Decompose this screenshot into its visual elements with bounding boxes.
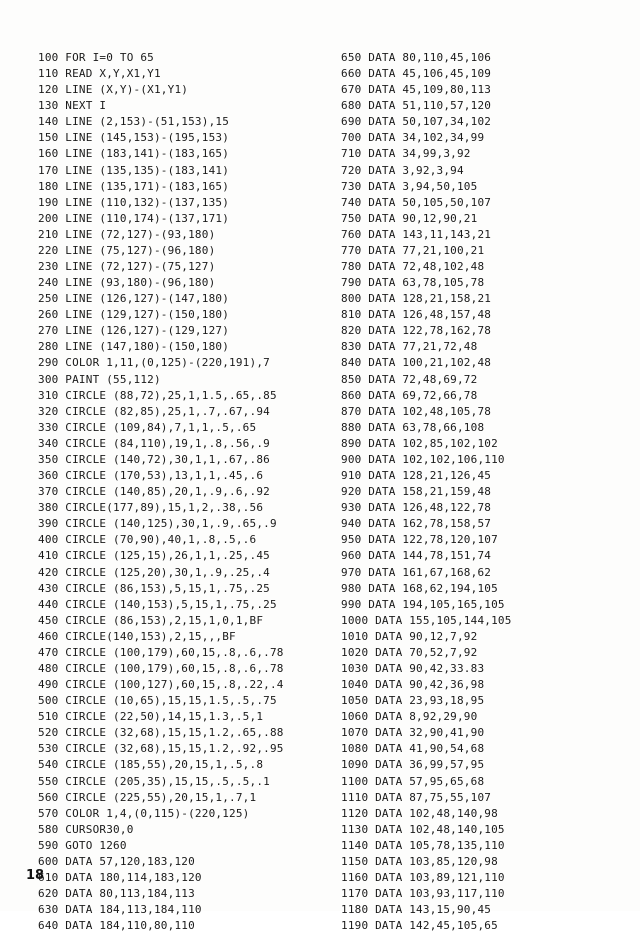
code-line: 920 DATA 158,21,159,48 [341,485,492,499]
code-line: 480 CIRCLE (100,179),60,15,.8,.6,.78 [38,661,284,675]
code-line: 980 DATA 168,62,194,105 [341,581,498,595]
code-line: 200 LINE (110,174)-(137,171) [38,211,230,225]
code-line: 660 DATA 45,106,45,109 [341,67,492,81]
code-line: 930 DATA 126,48,122,78 [341,501,492,515]
code-line: 1130 DATA 102,48,140,105 [341,822,505,836]
code-line: 120 LINE (X,Y)-(X1,Y1) [38,83,189,97]
code-line: 110 READ X,Y,X1,Y1 [38,67,161,81]
code-line: 640 DATA 184,110,80,110 [38,919,195,933]
page-number: 18 [26,868,45,883]
code-line: 1120 DATA 102,48,140,98 [341,806,498,820]
code-line: 740 DATA 50,105,50,107 [341,195,492,209]
code-line: 1150 DATA 103,85,120,98 [341,854,498,868]
code-line: 1080 DATA 41,90,54,68 [341,742,485,756]
code-line: 960 DATA 144,78,151,74 [341,549,492,563]
code-line: 360 CIRCLE (170,53),13,1,1,.45,.6 [38,469,264,483]
code-line: 230 LINE (72,127)-(75,127) [38,260,216,274]
code-line: 580 CURSOR30,0 [38,822,134,836]
code-line: 970 DATA 161,67,168,62 [341,565,492,579]
code-line: 420 CIRCLE (125,20),30,1,.9,.25,.4 [38,565,270,579]
code-line: 860 DATA 69,72,66,78 [341,388,478,402]
code-line: 610 DATA 180,114,183,120 [38,870,202,884]
code-line: 1010 DATA 90,12,7,92 [341,629,478,643]
code-line: 320 CIRCLE (82,85),25,1,.7,.67,.94 [38,404,270,418]
code-line: 520 CIRCLE (32,68),15,15,1.2,.65,.88 [38,726,284,740]
code-line: 780 DATA 72,48,102,48 [341,260,485,274]
code-line: 990 DATA 194,105,165,105 [341,597,505,611]
code-line: 150 LINE (145,153)-(195,153) [38,131,230,145]
code-line: 540 CIRCLE (185,55),20,15,1,.5,.8 [38,758,264,772]
code-line: 370 CIRCLE (140,85),20,1,.9,.6,.92 [38,485,270,499]
code-line: 220 LINE (75,127)-(96,180) [38,243,216,257]
code-line: 880 DATA 63,78,66,108 [341,420,485,434]
code-line: 1000 DATA 155,105,144,105 [341,613,512,627]
code-line: 550 CIRCLE (205,35),15,15,.5,.5,.1 [38,774,270,788]
code-line: 1070 DATA 32,90,41,90 [341,726,485,740]
code-line: 470 CIRCLE (100,179),60,15,.8,.6,.78 [38,645,284,659]
code-line: 340 CIRCLE (84,110),19,1,.8,.56,.9 [38,436,270,450]
code-line: 100 FOR I=0 TO 65 [38,51,154,64]
code-line: 1170 DATA 103,93,117,110 [341,887,505,901]
code-line: 510 CIRCLE (22,50),14,15,1.3,.5,1 [38,710,264,724]
code-line: 900 DATA 102,102,106,110 [341,452,505,466]
code-line: 290 COLOR 1,11,(0,125)-(220,191),7 [38,356,270,370]
code-line: 190 LINE (110,132)-(137,135) [38,195,230,209]
code-line: 1190 DATA 142,45,105,65 [341,919,498,933]
code-line: 1160 DATA 103,89,121,110 [341,870,505,884]
code-line: 1020 DATA 70,52,7,92 [341,645,478,659]
code-line: 1060 DATA 8,92,29,90 [341,710,478,724]
code-line: 1030 DATA 90,42,33.83 [341,661,485,675]
code-line: 240 LINE (93,180)-(96,180) [38,276,216,290]
code-line: 1100 DATA 57,95,65,68 [341,774,485,788]
code-line: 380 CIRCLE(177,89),15,1,2,.38,.56 [38,501,264,515]
code-line: 1110 DATA 87,75,55,107 [341,790,492,804]
code-line: 1090 DATA 36,99,57,95 [341,758,485,772]
code-line: 830 DATA 77,21,72,48 [341,340,478,354]
code-line: 490 CIRCLE (100,127),60,15,.8,.22,.4 [38,678,284,692]
code-line: 560 CIRCLE (225,55),20,15,1,.7,1 [38,790,257,804]
code-line: 270 LINE (126,127)-(129,127) [38,324,230,338]
code-line: 330 CIRCLE (109,84),7,1,1,.5,.65 [38,420,257,434]
code-line: 940 DATA 162,78,158,57 [341,517,492,531]
code-line: 130 NEXT I [38,99,107,113]
code-line: 180 LINE (135,171)-(183,165) [38,179,230,193]
code-line: 890 DATA 102,85,102,102 [341,436,498,450]
code-line: 600 DATA 57,120,183,120 [38,854,195,868]
code-line: 790 DATA 63,78,105,78 [341,276,485,290]
code-line: 680 DATA 51,110,57,120 [341,99,492,113]
code-line: 530 CIRCLE (32,68),15,15,1.2,.92,.95 [38,742,284,756]
code-line: 410 CIRCLE (125,15),26,1,1,.25,.45 [38,549,270,563]
code-line: 1050 DATA 23,93,18,95 [341,694,485,708]
code-line: 210 LINE (72,127)-(93,180) [38,227,216,241]
code-line: 750 DATA 90,12,90,21 [341,211,478,225]
code-line: 720 DATA 3,92,3,94 [341,163,464,177]
code-line: 950 DATA 122,78,120,107 [341,533,498,547]
code-line: 140 LINE (2,153)-(51,153),15 [38,115,230,129]
code-line: 620 DATA 80,113,184,113 [38,887,195,901]
code-line: 400 CIRCLE (70,90),40,1,.8,.5,.6 [38,533,257,547]
right-code-column [341,50,512,934]
code-line: 390 CIRCLE (140,125),30,1,.9,.65,.9 [38,517,277,531]
code-line: 650 DATA 80,110,45,106 [341,51,492,64]
code-line: 820 DATA 122,78,162,78 [341,324,492,338]
code-line: 460 CIRCLE(140,153),2,15,,,BF [38,629,236,643]
code-line: 310 CIRCLE (88,72),25,1,1.5,.65,.85 [38,388,277,402]
left-code-column [38,50,284,934]
code-line: 450 CIRCLE (86,153),2,15,1,0,1,BF [38,613,264,627]
code-line: 700 DATA 34,102,34,99 [341,131,485,145]
code-line: 590 GOTO 1260 [38,838,127,852]
code-line: 1040 DATA 90,42,36,98 [341,678,485,692]
code-line: 1140 DATA 105,78,135,110 [341,838,505,852]
code-line: 800 DATA 128,21,158,21 [341,292,492,306]
code-line: 500 CIRCLE (10,65),15,15,1.5,.5,.75 [38,694,277,708]
code-line: 430 CIRCLE (86,153),5,15,1,.75,.25 [38,581,270,595]
code-line: 840 DATA 100,21,102,48 [341,356,492,370]
code-line: 870 DATA 102,48,105,78 [341,404,492,418]
code-line: 1180 DATA 143,15,90,45 [341,903,492,917]
code-line: 260 LINE (129,127)-(150,180) [38,308,230,322]
code-line: 630 DATA 184,113,184,110 [38,903,202,917]
code-line: 280 LINE (147,180)-(150,180) [38,340,230,354]
code-line: 910 DATA 128,21,126,45 [341,469,492,483]
code-line: 570 COLOR 1,4,(0,115)-(220,125) [38,806,250,820]
code-line: 760 DATA 143,11,143,21 [341,227,492,241]
code-line: 730 DATA 3,94,50,105 [341,179,478,193]
code-line: 170 LINE (135,135)-(183,141) [38,163,230,177]
code-line: 810 DATA 126,48,157,48 [341,308,492,322]
code-line: 670 DATA 45,109,80,113 [341,83,492,97]
code-line: 440 CIRCLE (140,153),5,15,1,.75,.25 [38,597,277,611]
code-line: 710 DATA 34,99,3,92 [341,147,471,161]
code-line: 770 DATA 77,21,100,21 [341,243,485,257]
code-line: 850 DATA 72,48,69,72 [341,372,478,386]
code-line: 160 LINE (183,141)-(183,165) [38,147,230,161]
code-line: 690 DATA 50,107,34,102 [341,115,492,129]
code-line: 250 LINE (126,127)-(147,180) [38,292,230,306]
code-line: 350 CIRCLE (140,72),30,1,1,.67,.86 [38,452,270,466]
code-line: 300 PAINT (55,112) [38,372,161,386]
